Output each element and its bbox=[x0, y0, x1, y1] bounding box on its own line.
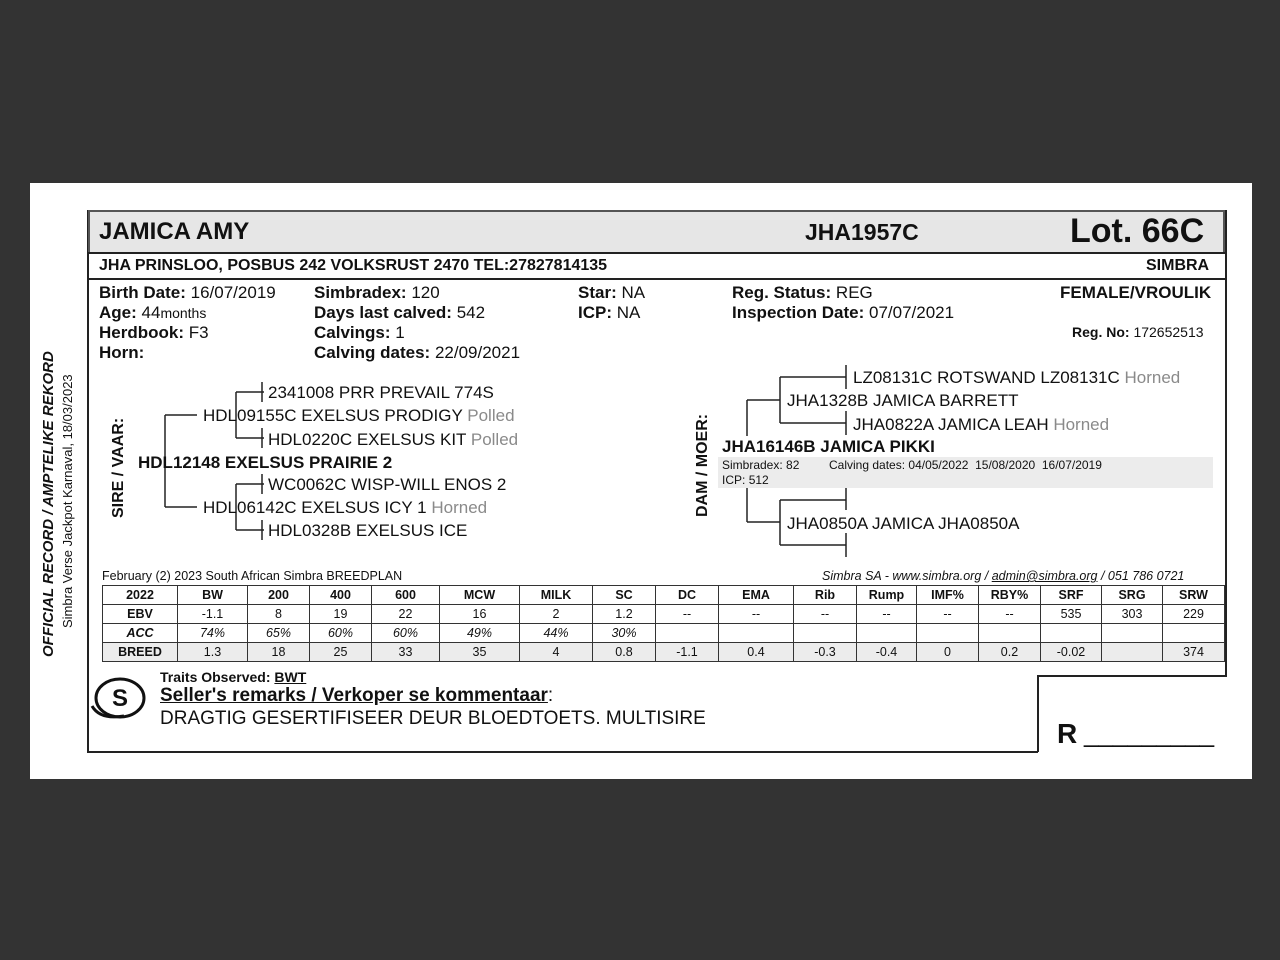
ebv-cell: SC bbox=[593, 586, 656, 605]
ebv-cell: EMA bbox=[719, 586, 794, 605]
dam-label: DAM / MOER: bbox=[694, 413, 711, 517]
calvings: Calvings: 1 bbox=[314, 323, 405, 342]
ebv-cell: 0.2 bbox=[979, 643, 1041, 662]
ebv-cell: MILK bbox=[520, 586, 593, 605]
ebv-cell: 535 bbox=[1041, 605, 1102, 624]
ebv-row-ebv bbox=[103, 605, 1225, 624]
dam-simbradex: Simbradex: 82 bbox=[722, 458, 800, 472]
registration-id: JHA1957C bbox=[805, 219, 919, 245]
ebv-cell: -- bbox=[719, 605, 794, 624]
ebv-cell: -0.02 bbox=[1041, 643, 1102, 662]
ebv-cell: -1.1 bbox=[656, 643, 719, 662]
ebv-cell: 18 bbox=[248, 643, 310, 662]
ebv-cell bbox=[979, 624, 1041, 643]
herdbook: Herdbook: F3 bbox=[99, 323, 209, 342]
simbra-logo-letter: S bbox=[111, 685, 129, 712]
reg-status: Reg. Status: REG bbox=[732, 283, 873, 302]
ebv-cell: 60% bbox=[372, 624, 440, 643]
sire-name: HDL12148 EXELSUS PRAIRIE 2 bbox=[138, 453, 393, 472]
ebv-cell: 303 bbox=[1102, 605, 1163, 624]
simbra-logo bbox=[86, 676, 152, 724]
ebv-cell: 22 bbox=[372, 605, 440, 624]
ebv-cell bbox=[857, 624, 917, 643]
ebv-cell: -0.4 bbox=[857, 643, 917, 662]
ebv-cell: 600 bbox=[372, 586, 440, 605]
ebv-cell: 400 bbox=[310, 586, 372, 605]
sex: FEMALE/VROULIK bbox=[1060, 283, 1212, 302]
ebv-cell: Rump bbox=[857, 586, 917, 605]
dam-icp: ICP: 512 bbox=[722, 473, 769, 487]
ebv-cell: DC bbox=[656, 586, 719, 605]
ebv-cell bbox=[1163, 624, 1225, 643]
ebv-cell: -- bbox=[917, 605, 979, 624]
ebv-cell: Rib bbox=[794, 586, 857, 605]
dam-calving-dates: Calving dates: 04/05/2022 15/08/2020 16/07/2019 bbox=[829, 458, 1102, 472]
ebv-cell: 1.2 bbox=[593, 605, 656, 624]
ebv-cell: SRW bbox=[1163, 586, 1225, 605]
ebv-cell bbox=[917, 624, 979, 643]
ebv-cell: SRF bbox=[1041, 586, 1102, 605]
ebv-row-head bbox=[103, 586, 1225, 605]
animal-name: JAMICA AMY bbox=[99, 218, 250, 245]
lot-number: Lot. 66C bbox=[1070, 212, 1205, 250]
ebv-cell: 8 bbox=[248, 605, 310, 624]
sire-dam-dam: HDL0328B EXELSUS ICE bbox=[268, 521, 468, 540]
ebv-cell: 200 bbox=[248, 586, 310, 605]
dam-dam: JHA0850A JAMICA JHA0850A bbox=[787, 514, 1020, 533]
ebv-cell: 2022 bbox=[103, 586, 178, 605]
ebv-cell: 44% bbox=[520, 624, 593, 643]
price-line[interactable]: _________ bbox=[1084, 718, 1215, 748]
dam-name: JHA16146B JAMICA PIKKI bbox=[722, 437, 935, 456]
ebv-cell: -- bbox=[857, 605, 917, 624]
official-record-label: OFFICIAL RECORD / AMPTELIKE REKORD bbox=[40, 351, 57, 657]
ebv-cell: 16 bbox=[440, 605, 520, 624]
breedplan-caption: February (2) 2023 South African Simbra BREEDPLAN bbox=[102, 569, 403, 583]
sire-dam-sire: WC0062C WISP-WILL ENOS 2 bbox=[268, 475, 507, 494]
ebv-cell bbox=[794, 624, 857, 643]
ebv-cell bbox=[1041, 624, 1102, 643]
ebv-cell: 74% bbox=[178, 624, 248, 643]
ebv-cell: RBY% bbox=[979, 586, 1041, 605]
inspection-date: Inspection Date: 07/07/2021 bbox=[732, 303, 955, 322]
dam-sire-dam: JHA0822A JAMICA LEAH Horned bbox=[853, 415, 1110, 434]
simbra-contact: Simbra SA - www.simbra.org / admin@simbra.org / 051 786 0721 bbox=[822, 569, 1185, 583]
sire-sire: HDL09155C EXELSUS PRODIGY Polled bbox=[203, 406, 515, 425]
ebv-cell: 0.4 bbox=[719, 643, 794, 662]
sire-sire-sire: 2341008 PRR PREVAIL 774S bbox=[268, 383, 494, 402]
ebv-cell: -1.1 bbox=[178, 605, 248, 624]
traits-observed: Traits Observed: BWT bbox=[160, 669, 307, 685]
ebv-cell: MCW bbox=[440, 586, 520, 605]
ebv-cell: BREED bbox=[103, 643, 178, 662]
ebv-cell: -0.3 bbox=[794, 643, 857, 662]
ebv-cell: 4 bbox=[520, 643, 593, 662]
sire-label: SIRE / VAAR: bbox=[110, 417, 127, 518]
email-link[interactable]: admin@simbra.org bbox=[991, 569, 1098, 583]
breeder-line: JHA PRINSLOO, POSBUS 242 VOLKSRUST 2470 TEL:27827814135 bbox=[99, 257, 608, 274]
ebv-cell: -- bbox=[794, 605, 857, 624]
calving-dates: Calving dates: 22/09/2021 bbox=[314, 343, 521, 362]
dam-sire-sire: LZ08131C ROTSWAND LZ08131C Horned bbox=[853, 368, 1181, 387]
ebv-cell: 0.8 bbox=[593, 643, 656, 662]
sire-dam: HDL06142C EXELSUS ICY 1 Horned bbox=[203, 498, 488, 517]
ebv-cell: 60% bbox=[310, 624, 372, 643]
ebv-cell bbox=[1102, 643, 1163, 662]
ebv-cell: BW bbox=[178, 586, 248, 605]
ebv-cell: 30% bbox=[593, 624, 656, 643]
reg-no: Reg. No: 172652513 bbox=[1072, 324, 1204, 340]
ebv-cell: 0 bbox=[917, 643, 979, 662]
ebv-row-acc bbox=[103, 624, 1225, 643]
age: Age: 44months bbox=[99, 303, 207, 322]
ebv-cell: 65% bbox=[248, 624, 310, 643]
ebv-cell: -- bbox=[979, 605, 1041, 624]
ebv-cell: 33 bbox=[372, 643, 440, 662]
ebv-cell bbox=[1102, 624, 1163, 643]
ebv-cell: 49% bbox=[440, 624, 520, 643]
sellers-remarks-text: DRAGTIG GESERTIFISEER DEUR BLOEDTOETS. MULTISIRE bbox=[160, 708, 706, 729]
ebv-cell: 25 bbox=[310, 643, 372, 662]
ebv-cell: 2 bbox=[520, 605, 593, 624]
dam-sire: JHA1328B JAMICA BARRETT bbox=[787, 391, 1019, 410]
price-label: R bbox=[1057, 718, 1078, 749]
ebv-cell: 19 bbox=[310, 605, 372, 624]
sale-label: Simbra Verse Jackpot Karnaval, 18/03/2023 bbox=[60, 374, 75, 628]
ebv-cell: 374 bbox=[1163, 643, 1225, 662]
ebv-table bbox=[102, 585, 1225, 662]
sire-sire-dam: HDL0220C EXELSUS KIT Polled bbox=[268, 430, 519, 449]
ebv-cell bbox=[719, 624, 794, 643]
breed-label: SIMBRA bbox=[1146, 257, 1210, 274]
sellers-remarks-heading: Seller's remarks / Verkoper se kommentaar: bbox=[160, 685, 554, 706]
ebv-cell: IMF% bbox=[917, 586, 979, 605]
ebv-row-breed bbox=[103, 643, 1225, 662]
days-last-calved: Days last calved: 542 bbox=[314, 303, 486, 322]
ebv-cell: -- bbox=[656, 605, 719, 624]
icp: ICP: NA bbox=[578, 303, 641, 322]
ebv-cell: 229 bbox=[1163, 605, 1225, 624]
birth-date: Birth Date: 16/07/2019 bbox=[99, 283, 276, 302]
ebv-cell: SRG bbox=[1102, 586, 1163, 605]
simbradex: Simbradex: 120 bbox=[314, 283, 440, 302]
ebv-cell: 35 bbox=[440, 643, 520, 662]
star: Star: NA bbox=[578, 283, 646, 302]
ebv-cell: EBV bbox=[103, 605, 178, 624]
ebv-cell: 1.3 bbox=[178, 643, 248, 662]
ebv-cell bbox=[656, 624, 719, 643]
ebv-cell: ACC bbox=[103, 624, 178, 643]
horn: Horn: bbox=[99, 343, 145, 362]
